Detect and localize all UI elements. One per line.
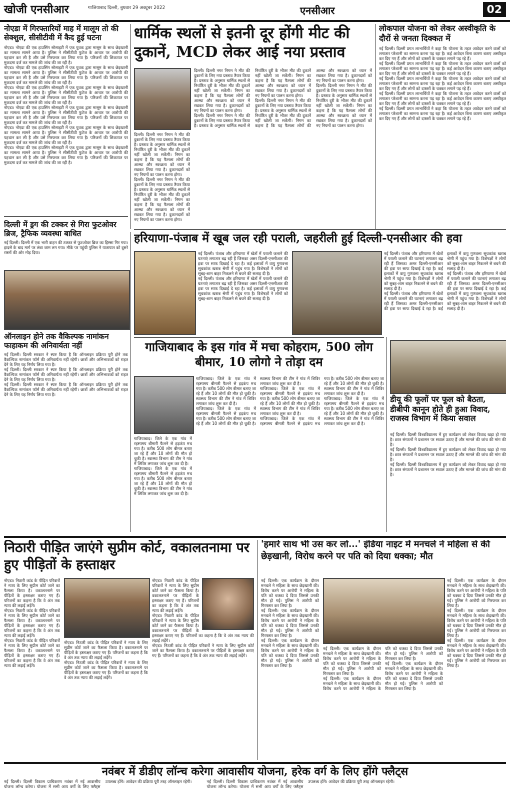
headline: नोएडा में गिरफ्तारियों माह में मालूम तो की सेक्शुल, सीसीटीवी में कैद हुई घटना <box>4 24 119 42</box>
du-photo <box>390 340 506 394</box>
story-india-night <box>261 540 506 760</box>
section-rule <box>134 229 506 230</box>
story-body: गाजियाबाद। जिले के एक गांव में रहस्यमय बीमारी फैलने से हड़कंप मच गया है। करीब 500 लोग बीमार बताए जा रहे हैं और 10 लोगों की मौत हो चुकी है। स्वास्थ्य विभाग की टीम ने गांव में शिविर लगाकर जांच शुरू कर दी है। <box>134 436 192 466</box>
smoke-photo <box>292 251 382 335</box>
bridge-photo <box>4 270 130 330</box>
story-body: नोएडा। निठारी कांड के पीड़ित परिवारों ने न्याय के लिए सुप्रीम कोर्ट जाने का फैसला किया है। वकालतनामे पर पीड़ितों के हस्ताक्षर कराए गए हैं। परिजनों का कहना है कि वे अंत तक न्याय की लड़ाई लड़ेंगे। <box>64 640 148 660</box>
story-column <box>261 578 319 758</box>
section-rule <box>4 536 506 538</box>
story-body: नोएडा। नोएडा की एक हाउसिंग सोसाइटी में एक युवक द्वारा मासूम के साथ छेड़खानी का मामला सामने आया है। पुलिस ने सीसीटीवी फुटेज के आधार पर आरोपी की पहचान कर ली है और उसे गिरफ्तार कर लिया गया है। परिजनों की शिकायत पर मुकदमा दर्ज कर मामले की जांच की जा रही है। <box>4 105 128 125</box>
story-body: नोएडा। निठारी कांड के पीड़ित परिवारों ने न्याय के लिए सुप्रीम कोर्ट जाने का फैसला किया है। वकालतनामे पर पीड़ितों के हस्ताक्षर कराए गए हैं। परिजनों का कहना है कि वे अंत तक न्याय की लड़ाई लड़ेंगे। <box>4 608 60 638</box>
column-divider <box>257 540 258 760</box>
story-body: नई दिल्ली। पंजाब और हरियाणा में खेतों में पराली जलाने की घटनाएं लगातार बढ़ रही हैं जिसका असर दिल्ली-एनसीआर की हवा पर साफ दिखाई दे रहा है। कई इलाकों में वायु गुणवत्ता सूचकांक खराब श्रेणी में पहुंच गया है। विशेषज्ञों ने लोगों को सुबह-शाम बाहर निकलने से बचने की सलाह दी है। <box>447 271 506 311</box>
story-body: नोएडा। नोएडा की एक हाउसिंग सोसाइटी में एक युवक द्वारा मासूम के साथ छेड़खानी का मामला सामने आया है। पुलिस ने सीसीटीवी फुटेज के आधार पर आरोपी की पहचान कर ली है और उसे गिरफ्तार कर लिया गया है। परिजनों की शिकायत पर मुकदमा दर्ज कर मामले की जांच की जा रही है। <box>4 145 128 165</box>
story-nomination <box>4 332 128 438</box>
story-column <box>4 578 60 758</box>
story-body: नई दिल्ली। दिल्ली में एक भारी वाहन की टक्कर से फुटओवर ब्रिज का हिस्सा गिर गया। हादसे के बाद मार्ग पर लंबा जाम लग गया। मौके पर पहुंची पुलिस ने यातायात को दूसरे रास्तों की ओर मोड़ दिया। <box>4 240 128 255</box>
story-body: गाजियाबाद। जिले के एक गांव में रहस्यमय बीमारी फैलने से हड़कंप मच गया है। करीब 500 लोग बीमार बताए जा रहे हैं और 10 लोगों की मौत हो चुकी है। स्वास्थ्य विभाग की टीम ने गांव में शिविर लगाकर जांच शुरू कर दी है। <box>196 376 257 406</box>
section-rule <box>4 216 128 217</box>
story-columns <box>384 251 506 335</box>
brand-name: खोजी एनसीआर <box>4 3 69 16</box>
story-photo <box>134 68 191 130</box>
story-body: दिल्ली। दिल्ली नगर निगम ने मीट की दुकानों के लिए नया प्रस्ताव तैयार किया है। प्रस्ताव के अनुसार धार्मिक स्थलों से निर्धारित दूरी के भीतर मीट की दुकानें नहीं खोली जा सकेंगी। निगम का कहना है कि यह फैसला लोगों की आस्था और स्वच्छता को ध्यान में रखकर लिया गया है। दुकानदारों को नए नियमों का पालन करना होगा। <box>316 83 372 128</box>
story-column <box>134 436 192 534</box>
story-body: गाजियाबाद। जिले के एक गांव में रहस्यमय बीमारी फैलने से हड़कंप मच गया है। करीब 500 लोग बीमार बताए जा रहे हैं और 10 लोगों की मौत हो चुकी है। स्वास्थ्य विभाग की टीम ने गांव में शिविर लगाकर जांच शुरू कर दी है। <box>260 386 321 416</box>
story-body: नई दिल्ली। दिल्ली विकास प्राधिकरण नवंबर में नई आवासीय योजना लॉन्च करेगा। योजना में सभी आय वर्गों के लिए फ्लैट्स उपलब्ध होंगे। आवेदन की प्रक्रिया पूरी तरह ऑनलाइन रहेगी। <box>4 779 192 789</box>
story-body: नोएडा। नोएडा की एक हाउसिंग सोसाइटी में एक युवक द्वारा मासूम के साथ छेड़खानी का मामला सामने आया है। पुलिस ने सीसीटीवी फुटेज के आधार पर आरोपी की पहचान कर ली है और उसे गिरफ्तार कर लिया गया है। परिजनों की शिकायत पर मुकदमा दर्ज कर मामले की जांच की जा रही है। <box>4 125 128 145</box>
edition-label: एनसीआर <box>300 6 335 17</box>
story-du <box>390 340 506 535</box>
headline: 'हमारे साथ भी उस कर लो...' इंडिया नाइट में मनचले ने महिला से की छेड़खानी, विरोध करने पर पति को दिया धक्का; मौत <box>261 540 490 562</box>
section-rule <box>134 337 384 338</box>
story-dda <box>4 765 506 798</box>
headline: डीयू की फूलों पर फूल को बैठता, डीबीपी कानून होते ही हुआ विवाद, राजस्व विभाग में किया सवाल <box>390 394 491 424</box>
story-column <box>64 640 148 758</box>
page-number: 02 <box>483 2 506 17</box>
story-body: नई दिल्ली। एक कार्यक्रम के दौरान मनचले ने महिला के साथ छेड़खानी की। विरोध करने पर आरोपी ने महिला के पति को धक्का दे दिया जिससे उनकी मौत हो गई। पुलिस ने आरोपी को गिरफ्तार कर लिया है। <box>261 608 319 638</box>
column-divider <box>130 232 131 532</box>
story-village <box>134 340 384 535</box>
story-body: नई दिल्ली। दिल्ली सरकार ने स्पष्ट किया है कि ऑनलाइन प्रक्रिया पूरी होने तक वैकल्पिक नामांकन फॉर्म की अनिवार्यता नहीं रहेगी। छात्रों और अभिभावकों को राहत देने के लिए यह निर्णय लिया गया है। <box>4 382 128 397</box>
story-body: नई दिल्ली। एक कार्यक्रम के दौरान मनचले ने महिला के साथ छेड़खानी की। विरोध करने पर आरोपी ने महिला के पति को धक्का दे दिया जिससे उनकी मौत हो गई। पुलिस ने आरोपी को गिरफ्तार कर लिया है। <box>323 646 381 676</box>
story-body: नई दिल्ली। दिल्ली सरकार ने स्पष्ट किया है कि ऑनलाइन प्रक्रिया पूरी होने तक वैकल्पिक नामांकन फॉर्म की अनिवार्यता नहीं रहेगी। छात्रों और अभिभावकों को राहत देने के लिए यह निर्णय लिया गया है। <box>4 352 128 367</box>
story-body: दिल्ली। दिल्ली नगर निगम ने मीट की दुकानों के लिए नया प्रस्ताव तैयार किया है। प्रस्ताव के अनुसार धार्मिक स्थलों से निर्धारित दूरी के भीतर मीट की दुकानें नहीं खोली जा सकेंगी। निगम का कहना है कि यह फैसला लोगों की आस्था और स्वच्छता को ध्यान में रखकर लिया गया है। दुकानदारों को नए नियमों का पालन करना होगा। <box>134 177 190 222</box>
story-body: नई दिल्ली। एक कार्यक्रम के दौरान मनचले ने महिला के साथ छेड़खानी की। विरोध करने पर आरोपी ने महिला के पति को धक्का दे दिया जिससे उनकी मौत हो गई। पुलिस ने आरोपी को गिरफ्तार कर लिया है। <box>447 638 506 668</box>
story-body: गाजियाबाद। जिले के एक गांव में रहस्यमय बीमारी फैलने से हड़कंप मच गया है। करीब 500 लोग बीमार बताए जा रहे हैं और 10 लोगों की मौत हो चुकी है। स्वास्थ्य विभाग की टीम ने गांव में शिविर लगाकर जांच शुरू कर दी है। <box>324 396 384 426</box>
story-body: नोएडा। नोएडा की एक हाउसिंग सोसाइटी में एक युवक द्वारा मासूम के साथ छेड़खानी का मामला सामने आया है। पुलिस ने सीसीटीवी फुटेज के आधार पर आरोपी की पहचान कर ली है और उसे गिरफ्तार कर लिया गया है। परिजनों की शिकायत पर मुकदमा दर्ज कर मामले की जांच की जा रही है। <box>4 45 128 65</box>
story-body: नई दिल्ली। एक कार्यक्रम के दौरान मनचले ने महिला के साथ छेड़खानी की। विरोध करने पर आरोपी ने महिला के पति को धक्का दे दिया जिससे उनकी मौत हो गई। पुलिस ने आरोपी को गिरफ्तार कर लिया है। <box>323 646 443 691</box>
dateline: गाजियाबाद दिल्ली, बुधवार 29 अक्टूबर 2022 <box>88 6 166 11</box>
story-column <box>152 578 254 758</box>
story-mcd <box>134 24 372 229</box>
story-body: नई दिल्ली। एक कार्यक्रम के दौरान मनचले ने महिला के साथ छेड़खानी की। विरोध करने पर आरोपी ने महिला के पति को धक्का दे दिया जिससे उनकी मौत हो गई। पुलिस ने आरोपी को गिरफ्तार कर लिया है। <box>447 608 506 638</box>
nithari-photo <box>64 578 150 638</box>
story-body: नई दिल्ली। पंजाब और हरियाणा में खेतों में पराली जलाने की घटनाएं लगातार बढ़ रही हैं जिसका असर दिल्ली-एनसीआर की हवा पर साफ दिखाई दे रहा है। कई इलाकों में वायु गुणवत्ता सूचकांक खराब श्रेणी में पहुंच गया है। विशेषज्ञों ने लोगों को सुबह-शाम बाहर निकलने से बचने की सलाह दी है। <box>198 251 288 276</box>
story-columns <box>196 376 384 534</box>
story-column <box>198 251 288 335</box>
story-body: नई दिल्ली। एक कार्यक्रम के दौरान मनचले ने महिला के साथ छेड़खानी की। विरोध करने पर आरोपी ने महिला के पति को धक्का दे दिया जिससे उनकी मौत हो गई। पुलिस ने आरोपी को गिरफ्तार कर लिया है। <box>447 578 506 608</box>
headline: ऑनलाइन होने तक वैकिल्पक नामांकन फाहाकम की अनिवार्यता नहीं <box>4 332 109 350</box>
portrait-photo <box>202 578 254 630</box>
column-divider <box>375 24 376 229</box>
story-body: नोएडा। नोएडा की एक हाउसिंग सोसाइटी में एक युवक द्वारा मासूम के साथ छेड़खानी का मामला सामने आया है। पुलिस ने सीसीटीवी फुटेज के आधार पर आरोपी की पहचान कर ली है और उसे गिरफ्तार कर लिया गया है। परिजनों की शिकायत पर मुकदमा दर्ज कर मामले की जांच की जा रही है। <box>4 85 128 105</box>
headline: दिल्ली में ड्रग की टक्कर से गिरा फुटओवर ब्रिज, ट्रैफिक व्यवस्था बाधित <box>4 220 117 238</box>
story-body: नई दिल्ली। एक कार्यक्रम के दौरान मनचले ने महिला के साथ छेड़खानी की। विरोध करने पर आरोपी ने महिला के पति को धक्का दे दिया जिससे उनकी मौत हो गई। पुलिस ने आरोपी को गिरफ्तार कर लिया है। <box>385 661 443 691</box>
story-body: नई दिल्ली। दिल्ली विकास प्राधिकरण नवंबर में नई आवासीय योजना लॉन्च करेगा। योजना में सभी आय वर्गों के लिए फ्लैट्स उपलब्ध होंगे। आवेदन की प्रक्रिया पूरी तरह ऑनलाइन रहेगी। <box>206 779 395 789</box>
story-body: नोएडा। नोएडा की एक हाउसिंग सोसाइटी में एक युवक द्वारा मासूम के साथ छेड़खानी का मामला सामने आया है। पुलिस ने सीसीटीवी फुटेज के आधार पर आरोपी की पहचान कर ली है और उसे गिरफ्तार कर लिया गया है। परिजनों की शिकायत पर मुकदमा दर्ज कर मामले की जांच की जा रही है। <box>4 65 128 85</box>
story-columns <box>194 68 372 228</box>
headline: लोकपाल योजना को लेकर अस्वीकृति के दौरों से जनता दिक्कत में <box>379 24 496 43</box>
story-column <box>390 432 506 534</box>
headline: नवंबर में डीडीए लॉन्च करेगा आवासीय योजना, हरेक वर्ग के लिए होंगे फ्लैट्स <box>101 765 409 778</box>
story-body: नोएडा। निठारी कांड के पीड़ित परिवारों ने न्याय के लिए सुप्रीम कोर्ट जाने का फैसला किया है। वकालतनामे पर पीड़ितों के हस्ताक्षर कराए गए हैं। परिजनों का कहना है कि वे अंत तक न्याय की लड़ाई लड़ेंगे। <box>4 638 60 668</box>
masthead <box>0 0 510 22</box>
story-columns <box>323 646 443 758</box>
story-stubble <box>134 231 506 335</box>
headline: हरियाणा-पंजाब में खूब जल रही पराली, जहरीली हुई दिल्ली-एनसीआर की हवा <box>134 231 463 245</box>
story-body: दिल्ली। दिल्ली नगर निगम ने मीट की दुकानों के लिए नया प्रस्ताव तैयार किया है। प्रस्ताव के अनुसार धार्मिक स्थलों से निर्धारित दूरी के भीतर मीट की दुकानें नहीं खोली जा सकेंगी। निगम का कहना है कि यह फैसला लोगों की आस्था और स्वच्छता को ध्यान में रखकर लिया गया है। दुकानदारों को नए नियमों का पालन करना होगा। <box>255 68 372 128</box>
story-column <box>447 578 506 758</box>
story-body: गाजियाबाद। जिले के एक गांव में रहस्यमय बीमारी फैलने से हड़कंप मच गया है। करीब 500 लोग बीमार बताए जा रहे हैं और 10 लोगों की मौत हो चुकी है। स्वास्थ्य विभाग की टीम ने गांव में शिविर लगाकर जांच शुरू कर दी है। <box>260 376 384 426</box>
village-photo <box>134 376 194 434</box>
story-body: गाजियाबाद। जिले के एक गांव में रहस्यमय बीमारी फैलने से हड़कंप मच गया है। करीब 500 लोग बीमार बताए जा रहे हैं और 10 लोगों की मौत हो चुकी है। स्वास्थ्य विभाग की टीम ने गांव में शिविर लगाकर जांच शुरू कर दी है। <box>134 466 192 496</box>
story-body: नोएडा। निठारी कांड के पीड़ित परिवारों ने न्याय के लिए सुप्रीम कोर्ट जाने का फैसला किया है। वकालतनामे पर पीड़ितों के हस्ताक्षर कराए गए हैं। परिजनों का कहना है कि वे अंत तक न्याय की लड़ाई लड़ेंगे। <box>64 660 148 680</box>
story-body: दिल्ली। दिल्ली नगर निगम ने मीट की दुकानों के लिए नया प्रस्ताव तैयार किया है। प्रस्ताव के अनुसार धार्मिक स्थलों से निर्धारित दूरी के भीतर मीट की दुकानें नहीं खोली जा सकेंगी। निगम का कहना है कि यह फैसला लोगों की आस्था और स्वच्छता को ध्यान में रखकर लिया गया है। दुकानदारों को नए नियमों का पालन करना होगा। <box>194 68 250 113</box>
story-columns <box>4 779 506 798</box>
story-body: नई दिल्ली। पंजाब और हरियाणा में खेतों में पराली जलाने की घटनाएं लगातार बढ़ रही हैं जिसका असर दिल्ली-एनसीआर की हवा पर साफ दिखाई दे रहा है। कई इलाकों में वायु गुणवत्ता सूचकांक खराब श्रेणी में पहुंच गया है। विशेषज्ञों ने लोगों को सुबह-शाम बाहर निकलने से बचने की सलाह दी है। <box>384 251 443 291</box>
story-body: नई दिल्ली। दिल्ली प्रगत लाभार्थियों ने कहा कि योजना के तहत आवेदन करने वालों को लगातार परेशानी का सामना करना पड़ रहा है। कई आवेदन बिना कारण बताए अस्वीकृत कर दिए गए हैं और लोगों को दफ्तरों के चक्कर लगाने पड़ रहे हैं। <box>379 106 506 122</box>
story-nithari <box>4 540 254 760</box>
india-night-photo <box>323 578 445 644</box>
story-body: गाजियाबाद। जिले के एक गांव में रहस्यमय बीमारी फैलने से हड़कंप मच गया है। करीब 500 लोग बीमार बताए जा रहे हैं और 10 लोगों की मौत हो चुकी है। स्वास्थ्य विभाग की टीम ने गांव में शिविर लगाकर जांच शुरू कर दी है। <box>196 376 320 426</box>
story-body: नोएडा। निठारी कांड के पीड़ित परिवारों ने न्याय के लिए सुप्रीम कोर्ट जाने का फैसला किया है। वकालतनामे पर पीड़ितों के हस्ताक्षर कराए गए हैं। परिजनों का कहना है कि वे अंत तक न्याय की लड़ाई लड़ेंगे। <box>152 578 199 613</box>
story-body: नई दिल्ली। पंजाब और हरियाणा में खेतों में पराली जलाने की घटनाएं लगातार बढ़ रही हैं जिसका असर दिल्ली-एनसीआर की हवा पर साफ दिखाई दे रहा है। कई इलाकों में वायु गुणवत्ता सूचकांक खराब श्रेणी में पहुंच गया है। विशेषज्ञों ने लोगों को सुबह-शाम बाहर निकलने से बचने की सलाह दी है। <box>198 276 288 301</box>
story-lokpal <box>379 24 506 229</box>
story-body: दिल्ली। दिल्ली नगर निगम ने मीट की दुकानों के लिए नया प्रस्ताव तैयार किया है। प्रस्ताव के अनुसार धार्मिक स्थलों से निर्धारित दूरी के भीतर मीट की दुकानें नहीं खोली जा सकेंगी। निगम का कहना है कि यह फैसला लोगों की आस्था और स्वच्छता को ध्यान में रखकर लिया गया है। दुकानदारों को नए नियमों का पालन करना होगा। <box>194 68 311 128</box>
story-body: नोएडा। निठारी कांड के पीड़ित परिवारों ने न्याय के लिए सुप्रीम कोर्ट जाने का फैसला किया है। वकालतनामे पर पीड़ितों के हस्ताक्षर कराए गए हैं। परिजनों का कहना है कि वे अंत तक न्याय की लड़ाई लड़ेंगे। <box>152 613 254 643</box>
story-body: नई दिल्ली। एक कार्यक्रम के दौरान मनचले ने महिला के साथ छेड़खानी की। विरोध करने पर आरोपी ने महिला के पति को धक्का दे दिया जिससे उनकी मौत हो गई। पुलिस ने आरोपी को गिरफ्तार कर लिया है। <box>261 578 319 608</box>
story-body: दिल्ली। दिल्ली नगर निगम ने मीट की दुकानों के लिए नया प्रस्ताव तैयार किया है। प्रस्ताव के अनुसार धार्मिक स्थलों से निर्धारित दूरी के भीतर मीट की दुकानें नहीं खोली जा सकेंगी। निगम का कहना है कि यह फैसला लोगों की आस्था और स्वच्छता को ध्यान में रखकर लिया गया है। दुकानदारों को नए नियमों का पालन करना होगा। <box>134 132 190 177</box>
story-body: नई दिल्ली। दिल्ली विश्वविद्यालय में हुए कार्यक्रम को लेकर विवाद खड़ा हो गया है। छात्र संगठनों ने प्रशासन पर सवाल उठाए हैं और मामले की जांच की मांग की है। <box>390 432 506 447</box>
headline: गाजियाबाद के इस गांव में मचा कोहराम, 500 लोग बीमार, 10 लोगो ने तोड़ा दम <box>145 340 373 369</box>
story-body: नई दिल्ली। दिल्ली विश्वविद्यालय में हुए कार्यक्रम को लेकर विवाद खड़ा हो गया है। छात्र संगठनों ने प्रशासन पर सवाल उठाए हैं और मामले की जांच की मांग की है। <box>390 462 506 477</box>
headline: धार्मिक स्थलों से इतनी दूर होंगी मीट की दुकानें, MCD लेकर आई नया प्रस्ताव <box>134 24 350 61</box>
stubble-photo <box>134 251 196 335</box>
story-body: नई दिल्ली। दिल्ली विश्वविद्यालय में हुए कार्यक्रम को लेकर विवाद खड़ा हो गया है। छात्र संगठनों ने प्रशासन पर सवाल उठाए हैं और मामले की जांच की मांग की है। <box>390 447 506 462</box>
story-body: नई दिल्ली। दिल्ली प्रगत लाभार्थियों ने कहा कि योजना के तहत आवेदन करने वालों को लगातार परेशानी का सामना करना पड़ रहा है। कई आवेदन बिना कारण बताए अस्वीकृत कर दिए गए हैं और लोगों को दफ्तरों के चक्कर लगाने पड़ रहे हैं। <box>379 76 506 92</box>
story-body: नई दिल्ली। पंजाब और हरियाणा में खेतों में पराली जलाने की घटनाएं लगातार बढ़ रही हैं जिसका असर दिल्ली-एनसीआर की हवा पर साफ दिखाई दे रहा है। कई इलाकों में वायु गुणवत्ता सूचकांक खराब श्रेणी में पहुंच गया है। विशेषज्ञों ने लोगों को सुबह-शाम बाहर निकलने से बचने की सलाह दी है। <box>384 251 506 311</box>
story-body: नोएडा। निठारी कांड के पीड़ित परिवारों ने न्याय के लिए सुप्रीम कोर्ट जाने का फैसला किया है। वकालतनामे पर पीड़ितों के हस्ताक्षर कराए गए हैं। परिजनों का कहना है कि वे अंत तक न्याय की लड़ाई लड़ेंगे। <box>152 643 254 658</box>
story-body: नई दिल्ली। एक कार्यक्रम के दौरान मनचले ने महिला के साथ छेड़खानी की। विरोध करने पर आरोपी ने महिला के पति को धक्का दे दिया जिससे उनकी मौत हो गई। पुलिस ने आरोपी को गिरफ्तार कर लिया है। <box>261 638 319 668</box>
headline: निठारी पीड़ित जाएंगे सुप्रीम कोर्ट, वकालतनामा पर हुए पीड़ितों के हस्ताक्षर <box>4 540 250 573</box>
story-body: नई दिल्ली। दिल्ली प्रगत लाभार्थियों ने कहा कि योजना के तहत आवेदन करने वालों को लगातार परेशानी का सामना करना पड़ रहा है। कई आवेदन बिना कारण बताए अस्वीकृत कर दिए गए हैं और लोगों को दफ्तरों के चक्कर लगाने पड़ रहे हैं। <box>379 46 506 62</box>
story-body: नई दिल्ली। दिल्ली प्रगत लाभार्थियों ने कहा कि योजना के तहत आवेदन करने वालों को लगातार परेशानी का सामना करना पड़ रहा है। कई आवेदन बिना कारण बताए अस्वीकृत कर दिए गए हैं और लोगों को दफ्तरों के चक्कर लगाने पड़ रहे हैं। <box>379 91 506 107</box>
story-column <box>134 132 190 228</box>
column-divider <box>386 337 387 532</box>
column-divider <box>130 24 131 229</box>
section-rule <box>4 762 506 764</box>
story-body: नई दिल्ली। दिल्ली प्रगत लाभार्थियों ने कहा कि योजना के तहत आवेदन करने वालों को लगातार परेशानी का सामना करना पड़ रहा है। कई आवेदन बिना कारण बताए अस्वीकृत कर दिए गए हैं और लोगों को दफ्तरों के चक्कर लगाने पड़ रहे हैं। <box>379 61 506 77</box>
story-body: नोएडा। निठारी कांड के पीड़ित परिवारों ने न्याय के लिए सुप्रीम कोर्ट जाने का फैसला किया है। वकालतनामे पर पीड़ितों के हस्ताक्षर कराए गए हैं। परिजनों का कहना है कि वे अंत तक न्याय की लड़ाई लड़ेंगे। <box>4 578 60 608</box>
story-body: नई दिल्ली। दिल्ली सरकार ने स्पष्ट किया है कि ऑनलाइन प्रक्रिया पूरी होने तक वैकल्पिक नामांकन फॉर्म की अनिवार्यता नहीं रहेगी। छात्रों और अभिभावकों को राहत देने के लिए यह निर्णय लिया गया है। <box>4 367 128 382</box>
